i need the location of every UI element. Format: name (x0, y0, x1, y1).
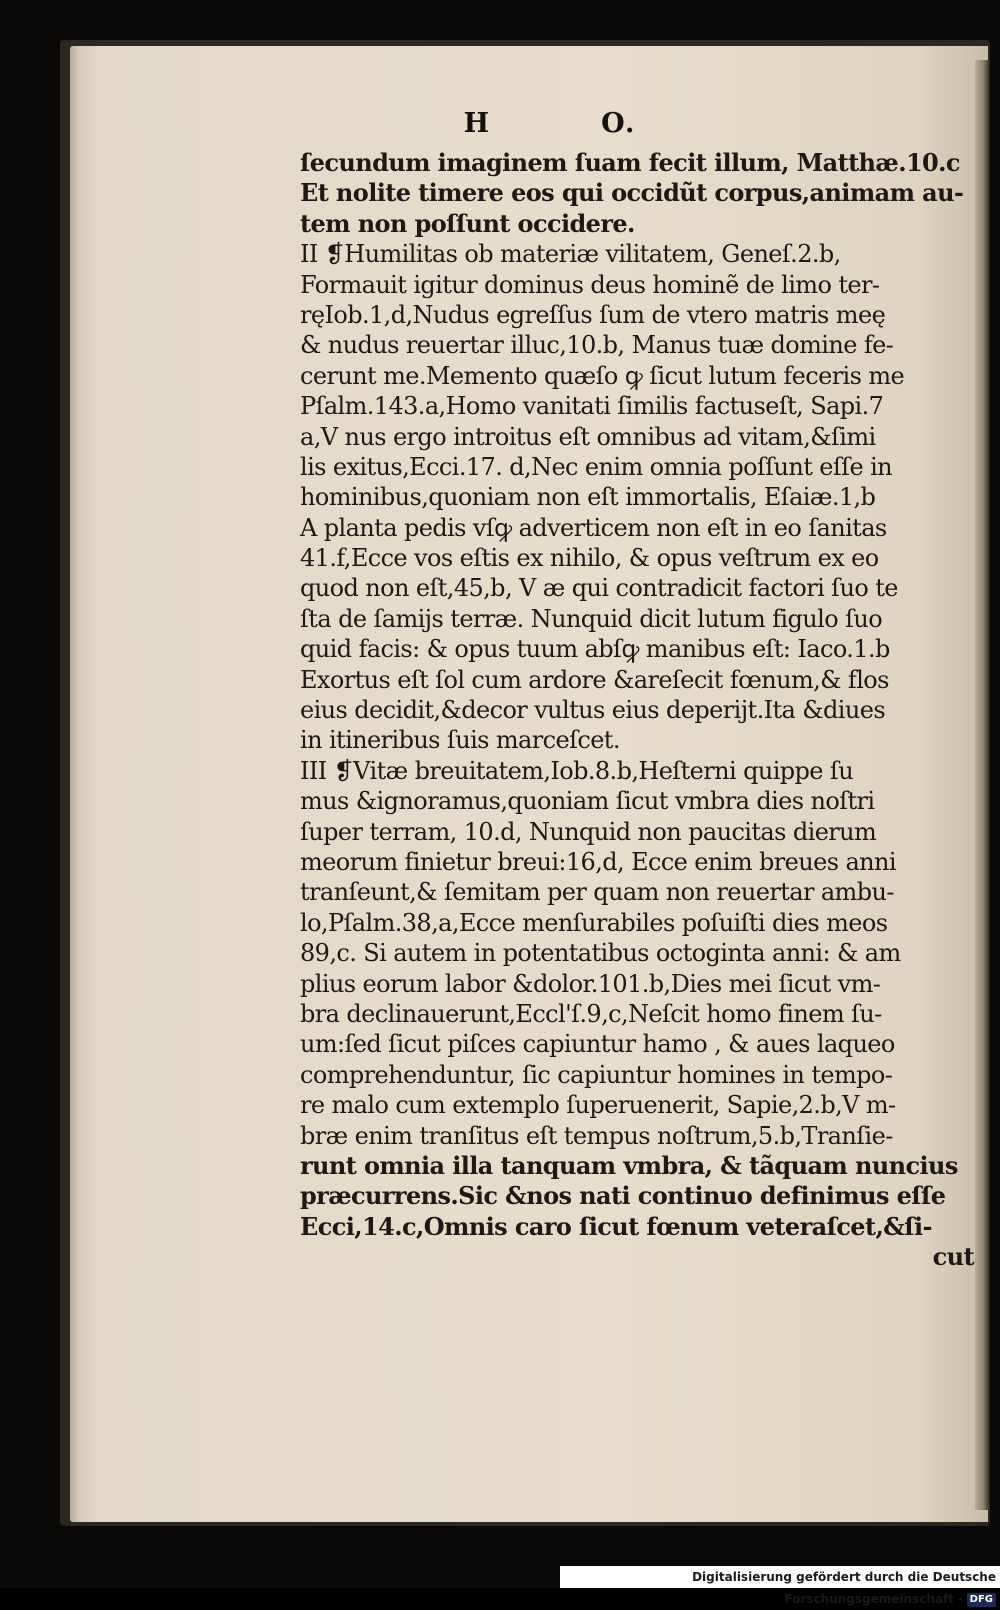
text-line: Et nolite timere eos qui occidũt corpus,animam au- (300, 178, 964, 208)
text-line: mus &ignoramus,quoniam ſicut vmbra dies noſtri (300, 787, 875, 816)
catchword: cut (932, 1242, 974, 1272)
text-line: hominibus,quoniam non eſt immortalis, Eſaiæ.1,b (300, 483, 876, 512)
text-line: Ecci,14.c,Omnis caro ſicut fœnum veteraſcet,&ſi- (300, 1211, 932, 1241)
text-line: II ❡Humilitas ob materiæ vilitatem, Geneſ.2.b, (300, 240, 841, 269)
bottom-strip (0, 1528, 1000, 1566)
header-right-letter: O. (601, 108, 637, 139)
text-line: ręIob.1,d,Nudus egreſſus ſum de vtero matris meę (300, 300, 886, 329)
text-line: plius eorum labor &dolor.101.b,Dies mei ſicut vm- (300, 969, 881, 998)
text-line: um:ſed ſicut piſces capiuntur hamo , & aues laqueo (300, 1030, 895, 1059)
text-line: cerunt me.Memento quæſo ꝙ ſicut lutum feceris me (300, 361, 905, 390)
text-line: comprehenduntur, ſic capiuntur homines in tempo- (300, 1060, 893, 1089)
text-line: 89,c. Si autem in potentatibus octoginta anni: & am (300, 939, 901, 968)
dfg-logo: DFG (967, 1593, 996, 1607)
text-line: quod non eſt,45,b, V æ qui contradicit factori ſuo te (300, 574, 898, 603)
text-line: III ❡Vitæ breuitatem,Iob.8.b,Heſterni quippe ſu (300, 756, 854, 785)
text-line: eius decidit,&decor vultus eius deperijt.Ita &diues (300, 696, 886, 725)
text-line: tranſeunt,& ſemitam per quam non reuertar ambu- (300, 878, 894, 907)
credit-text: Digitalisierung gefördert durch die Deutsche Forschungsgemeinschaft · (692, 1570, 996, 1606)
text-line: Formauit igitur dominus deus hominẽ de limo ter- (300, 270, 880, 299)
text-line: lo,Pſalm.38,a,Ecce menſurabiles poſuiſti dies meos (300, 908, 888, 937)
text-line: bra declinauerunt,Eccl'ſ.9,c,Neſcit homo finem ſu- (300, 999, 882, 1028)
text-line: 41.f,Ecce vos eſtis ex nihilo, & opus veſtrum ex eo (300, 544, 879, 573)
text-line: & nudus reuertar illuc,10.b, Manus tuæ domine fe- (300, 331, 894, 360)
text-line: præcurrens.Sic &nos nati continuo definimus eſſe (300, 1181, 946, 1211)
text-line: Pſalm.143.a,Homo vanitati ſimilis factuseſt, Sapi.7 (300, 392, 884, 421)
text-line: bræ enim tranſitus eſt tempus noſtrum,5.b,Tranſie- (300, 1121, 893, 1150)
text-line: tem non poſſunt occidere. (300, 208, 635, 238)
header-left-letter: H (463, 108, 492, 139)
text-line: re malo cum extemplo ſuperuenerit, Sapie,2.b,V m- (300, 1091, 896, 1120)
text-line: meorum finietur breui:16,d, Ecce enim breues anni (300, 847, 896, 876)
text-line: a,V nus ergo introitus eſt omnibus ad vitam,&ſimi (300, 422, 876, 451)
text-line: quid facis: & opus tuum abſꝙ manibus eſt: Iaco.1.b (300, 635, 890, 664)
digitization-credit (560, 1566, 1000, 1606)
text-line: ſuper terram, 10.d, Nunquid non paucitas dierum (300, 817, 877, 846)
text-line: ſecundum imaginem ſuam fecit illum, Matthæ.10.c (300, 148, 960, 177)
text-line: ſta de ſamijs terræ. Nunquid dicit lutum figulo ſuo (300, 604, 883, 633)
text-line: runt omnia illa tanquam vmbra, & tãquam nuncius (300, 1150, 958, 1180)
text-line: lis exitus,Ecci.17. d,Nec enim omnia poſſunt eſſe in (300, 452, 893, 481)
text-line: A planta pedis vſꝙ adverticem non eſt in eo ſanitas (300, 513, 887, 542)
page-body (300, 148, 980, 1272)
text-line: Exortus eſt ſol cum ardore &areſecit fœnum,& flos (300, 665, 889, 694)
page-header (300, 108, 800, 148)
text-line: in itineribus ſuis marceſcet. (300, 726, 620, 755)
